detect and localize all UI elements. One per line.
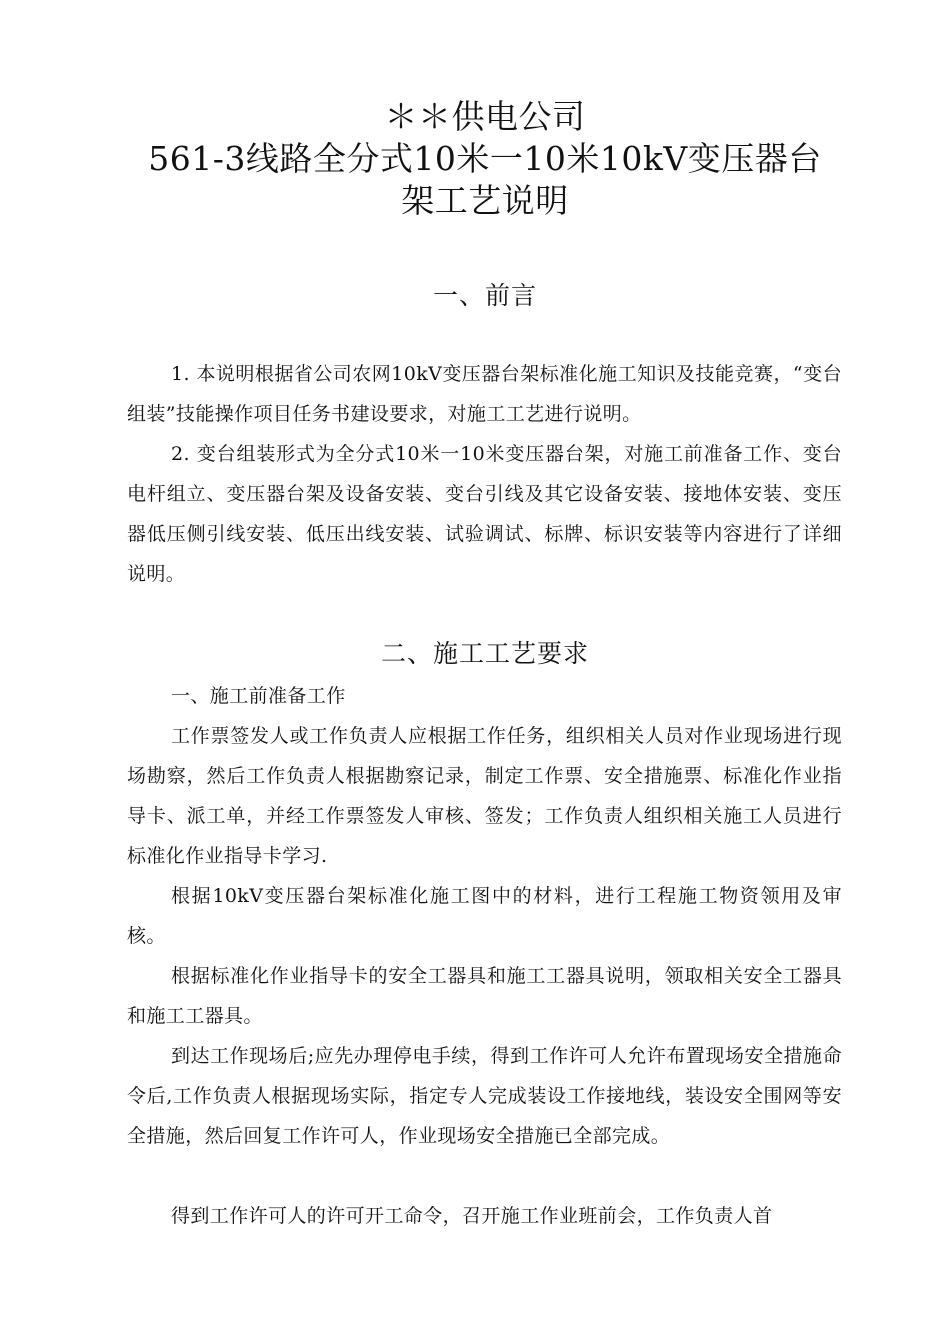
section-heading-requirements: 二、施工工艺要求 bbox=[380, 639, 589, 668]
section-heading-preface: 一、前言 bbox=[432, 281, 537, 310]
title-main: 561-3线路全分式10米一10米10kV变压器台 bbox=[148, 139, 822, 178]
requirements-paragraph-3: 根据标准化作业指导卡的安全工器具和施工工器具说明，领取相关安全工器具和施工工器具。 bbox=[127, 965, 842, 1027]
preface-paragraph-2: 2. 变台组装形式为全分式10米一10米变压器台架，对施工前准备工作、变台电杆组立、变压器台架及设备安装、变台引线及其它设备安装、接地体安装、变压器低压侧引线安装、低压出线安装、试验调试、标牌、标识安装等内容进行了详细说明。 bbox=[127, 443, 842, 585]
title-tail: 架工艺说明 bbox=[401, 181, 569, 220]
requirements-paragraph-4: 到达工作现场后;应先办理停电手续，得到工作许可人允许布置现场安全措施命令后,工作负责人根据现场实际，指定专人完成装设工作接地线，装设安全围网等安全措施，然后回复工作许可人，作业现场安全措施已全部完成。 bbox=[127, 1045, 842, 1147]
title-company: ＊＊供电公司 bbox=[384, 97, 586, 136]
document-title bbox=[100, 96, 870, 222]
subheading-preparation: 一、施工前准备工作 bbox=[171, 685, 346, 707]
requirements-paragraph-2: 根据10kV变压器台架标准化施工图中的材料，进行工程施工物资领用及审核。 bbox=[127, 885, 842, 947]
requirements-paragraph-5: 得到工作许可人的许可开工命令，召开施工作业班前会，工作负责人首 bbox=[171, 1205, 773, 1227]
requirements-paragraph-1: 工作票签发人或工作负责人应根据工作任务，组织相关人员对作业现场进行现场勘察，然后工作负责人根据勘察记录，制定工作票、安全措施票、标准化作业指导卡、派工单，并经工作票签发人审核、签发；工作负责人组织相关施工人员进行标准化作业指导卡学习. bbox=[127, 725, 842, 867]
preface-paragraph-1: 1. 本说明根据省公司农网10kV变压器台架标准化施工知识及技能竞赛，“变台组装”技能操作项目任务书建设要求，对施工工艺进行说明。 bbox=[127, 363, 842, 425]
